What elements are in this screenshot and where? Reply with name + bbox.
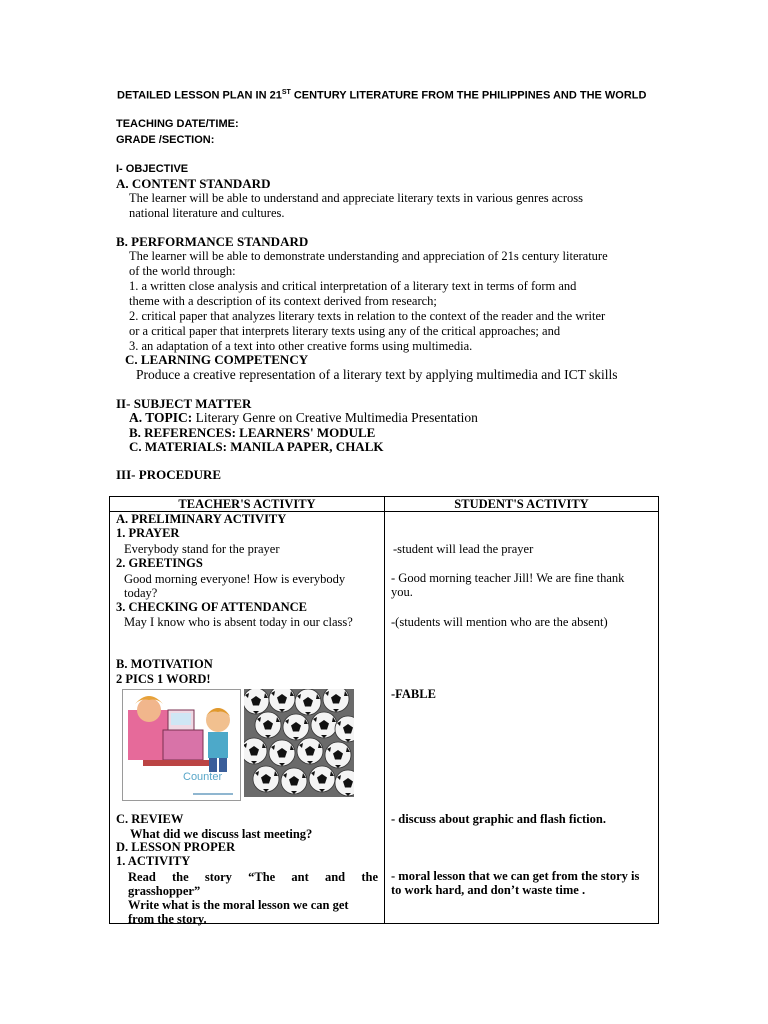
learning-competency-heading: C. LEARNING COMPETENCY [125, 352, 309, 367]
attendance-heading: 3. CHECKING OF ATTENDANCE [116, 600, 307, 614]
student-activity-header: STUDENT'S ACTIVITY [385, 497, 659, 512]
content-standard-text-1: The learner will be able to understand and appreciate literary texts in various genres across [129, 191, 583, 205]
teacher-activity-header: TEACHER'S ACTIVITY [110, 497, 385, 512]
student-moral-2: to work hard, and don’t waste time . [391, 883, 586, 897]
attendance-text: May I know who is absent today in our class? [124, 615, 353, 629]
student-review-answer: - discuss about graphic and flash fiction. [391, 812, 606, 826]
learning-competency-text: Produce a creative representation of a literary text by applying multimedia and ICT skills [136, 367, 618, 382]
student-greeting-1: - Good morning teacher Jill! We are fine thank [391, 571, 625, 585]
student-greeting-2: you. [391, 585, 413, 599]
content-standard-heading: A. CONTENT STANDARD [116, 176, 271, 191]
topic-line [129, 410, 478, 426]
title-text: DETAILED LESSON PLAN IN 21 [117, 89, 282, 102]
performance-text-5: 2. critical paper that analyzes literary texts in relation to the context of the reader and the writer [129, 309, 606, 323]
review-heading: C. REVIEW [116, 812, 184, 826]
performance-text-7: 3. an adaptation of a text into other creative forms using multimedia. [129, 339, 473, 353]
counter-picture [122, 689, 241, 801]
greetings-text-2: today? [124, 586, 158, 600]
activity-text-1: Read the story “The ant and the [128, 870, 378, 884]
two-pics-one-word: 2 PICS 1 WORD! [116, 672, 211, 686]
student-attendance: -(students will mention who are the absent) [391, 615, 608, 629]
activity-text-3: Write what is the moral lesson we can get [128, 898, 349, 912]
teaching-date-label: TEACHING DATE/TIME: [116, 118, 239, 130]
document-title [117, 89, 646, 102]
soccer-balls-picture [244, 689, 354, 797]
prayer-heading: 1. PRAYER [116, 526, 180, 540]
student-prayer: -student will lead the prayer [393, 542, 534, 556]
activity-text-4: from the story. [128, 912, 207, 926]
performance-text-3: 1. a written close analysis and critical interpretation of a literary text in terms of form and [129, 279, 577, 293]
prayer-text: Everybody stand for the prayer [124, 542, 280, 556]
activity-heading: 1. ACTIVITY [116, 854, 191, 868]
counter-caption: Counter [183, 771, 223, 783]
references-line: B. REFERENCES: LEARNERS' MODULE [129, 425, 376, 440]
performance-text-6: or a critical paper that interprets literary texts using any of the critical approaches; and [129, 324, 561, 338]
student-fable-answer: -FABLE [391, 687, 436, 701]
procedure-heading: III- PROCEDURE [116, 467, 222, 482]
review-text: What did we discuss last meeting? [130, 827, 313, 841]
performance-standard-heading: B. PERFORMANCE STANDARD [116, 234, 309, 249]
procedure-table [109, 496, 659, 924]
table-header-row [110, 497, 659, 512]
performance-text-2: of the world through: [129, 264, 236, 278]
materials-line: C. MATERIALS: MANILA PAPER, CHALK [129, 439, 384, 454]
topic-value: Literary Genre on Creative Multimedia Presentation [192, 410, 478, 425]
activity-text-2: grasshopper” [128, 884, 201, 898]
greetings-text-1: Good morning everyone! How is everybody [124, 572, 346, 586]
student-moral-1: - moral lesson that we can get from the story is [391, 869, 640, 883]
student-activity-cell [385, 512, 659, 924]
preliminary-activity: A. PRELIMINARY ACTIVITY [116, 512, 287, 526]
motivation-heading: B. MOTIVATION [116, 657, 213, 671]
title-superscript: ST [281, 89, 291, 96]
performance-text-1: The learner will be able to demonstrate understanding and appreciation of 21s century literature [129, 249, 608, 263]
counter-cartoon-icon [123, 690, 240, 800]
soccer-balls-icon [244, 689, 354, 797]
lesson-proper-heading: D. LESSON PROPER [116, 840, 236, 854]
subject-matter-heading: II- SUBJECT MATTER [116, 396, 252, 411]
performance-text-4: theme with a description of its context derived from research; [129, 294, 437, 308]
table-row [110, 512, 659, 924]
objective-heading: I- OBJECTIVE [116, 163, 189, 175]
teacher-activity-cell [110, 512, 385, 924]
grade-section-label: GRADE /SECTION: [116, 134, 215, 146]
content-standard-text-2: national literature and cultures. [129, 206, 285, 220]
title-text-rest: CENTURY LITERATURE FROM THE PHILIPPINES AND THE WORLD [290, 89, 647, 102]
greetings-heading: 2. GREETINGS [116, 556, 203, 570]
topic-label: A. TOPIC: [129, 410, 193, 425]
